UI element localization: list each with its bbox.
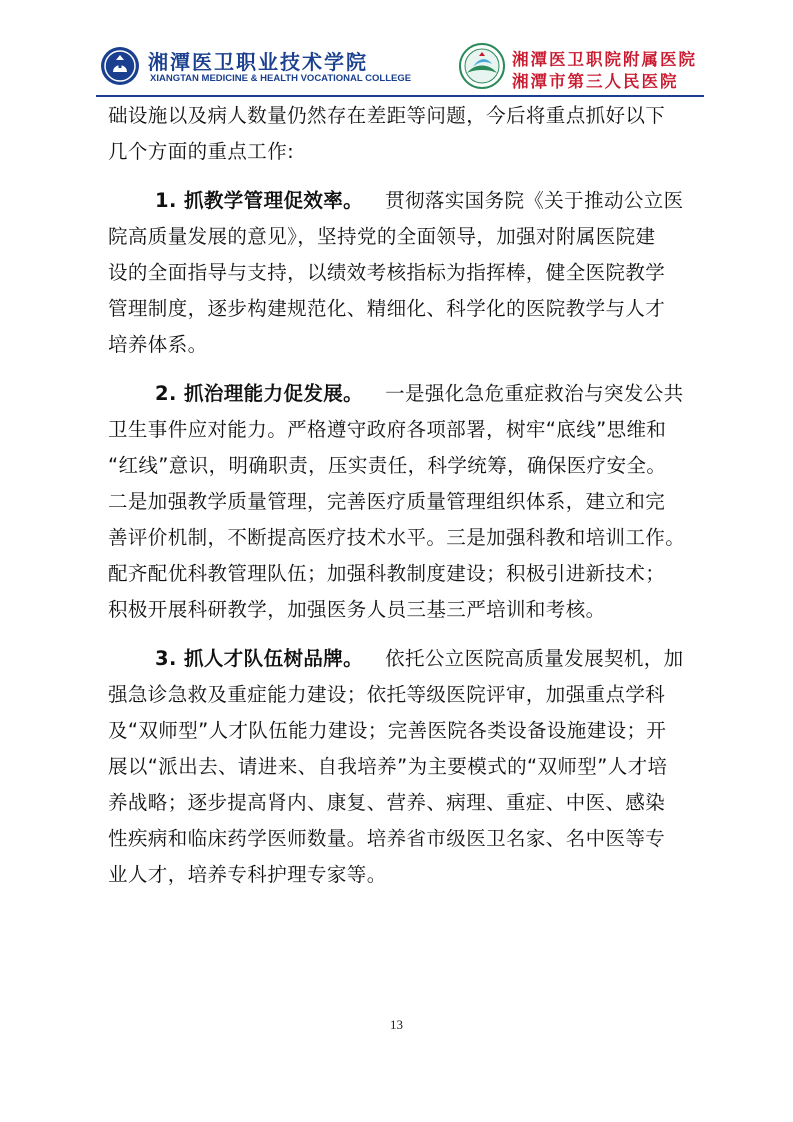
section-1-heading: 1. 抓教学管理促效率。 <box>155 189 364 212</box>
paragraph-line: 院高质量发展的意见》，坚持党的全面领导，加强对附属医院建 <box>108 225 656 248</box>
paragraph-line: 善评价机制，不断提高医疗技术水平。三是加强科教和培训工作。 <box>108 526 686 549</box>
paragraph-line: 性疾病和临床药学医师数量。培养省市级医卫名家、名中医等专 <box>108 827 666 850</box>
paragraph-line: “红线”意识，明确职责，压实责任，科学统筹，确保医疗安全。 <box>108 454 667 477</box>
college-name-english: XIANGTAN MEDICINE & HEALTH VOCATIONAL COLLEGE <box>150 73 412 84</box>
paragraph-line: 强急诊急救及重症能力建设；依托等级医院评审，加强重点学科 <box>108 683 666 706</box>
document-body <box>108 98 703 893</box>
paragraph-text: 一是强化急危重症救治与突发公共 <box>385 382 684 405</box>
hospital-name-line-1: 湘潭医卫职院附属医院 <box>512 50 697 69</box>
paragraph-line: 础设施以及病人数量仍然存在差距等问题，今后将重点抓好以下 <box>108 104 666 127</box>
paragraph-line: 积极开展科研教学，加强医务人员三基三严培训和考核。 <box>108 598 606 621</box>
section-2-heading: 2. 抓治理能力促发展。 <box>155 382 364 405</box>
section-3-heading: 3. 抓人才队伍树品牌。 <box>155 647 364 670</box>
paragraph-line: 培养体系。 <box>108 333 208 356</box>
hospital-logo-icon <box>459 43 505 89</box>
paragraph-line: 配齐配优科教管理队伍；加强科教制度建设；积极引进新技术； <box>108 562 666 585</box>
paragraph-line: 管理制度，逐步构建规范化、精细化、科学化的医院教学与人才 <box>108 297 666 320</box>
paragraph-text: 依托公立医院高质量发展契机，加 <box>385 647 684 670</box>
paragraph-line: 卫生事件应对能力。严格遵守政府各项部署，树牢“底线”思维和 <box>108 418 667 441</box>
section-3-first-line <box>108 641 703 677</box>
paragraph-line: 业人才，培养专科护理专家等。 <box>108 863 387 886</box>
paragraph-line: 几个方面的重点工作: <box>108 140 295 163</box>
paragraph-line: 展以“派出去、请进来、自我培养”为主要模式的“双师型”人才培 <box>108 755 668 778</box>
paragraph-text: 贯彻落实国务院《关于推动公立医 <box>385 189 684 212</box>
page-header <box>0 0 793 98</box>
paragraph-line: 及“双师型”人才队伍能力建设；完善医院各类设备设施建设；开 <box>108 719 667 742</box>
paragraph-line: 二是加强教学质量管理，完善医疗质量管理组织体系，建立和完 <box>108 490 666 513</box>
section-2-first-line <box>108 376 703 412</box>
page-number: 13 <box>390 1017 403 1032</box>
college-name: 湘潭医卫职业技术学院 <box>148 50 368 74</box>
hospital-name-line-2: 湘潭市第三人民医院 <box>512 72 679 91</box>
paragraph-line: 设的全面指导与支持，以绩效考核指标为指挥棒，健全医院教学 <box>108 261 666 284</box>
section-1-first-line <box>108 183 703 219</box>
header-divider <box>96 95 704 97</box>
college-logo-icon <box>100 46 140 86</box>
paragraph-line: 养战略；逐步提高肾内、康复、营养、病理、重症、中医、感染 <box>108 791 666 814</box>
